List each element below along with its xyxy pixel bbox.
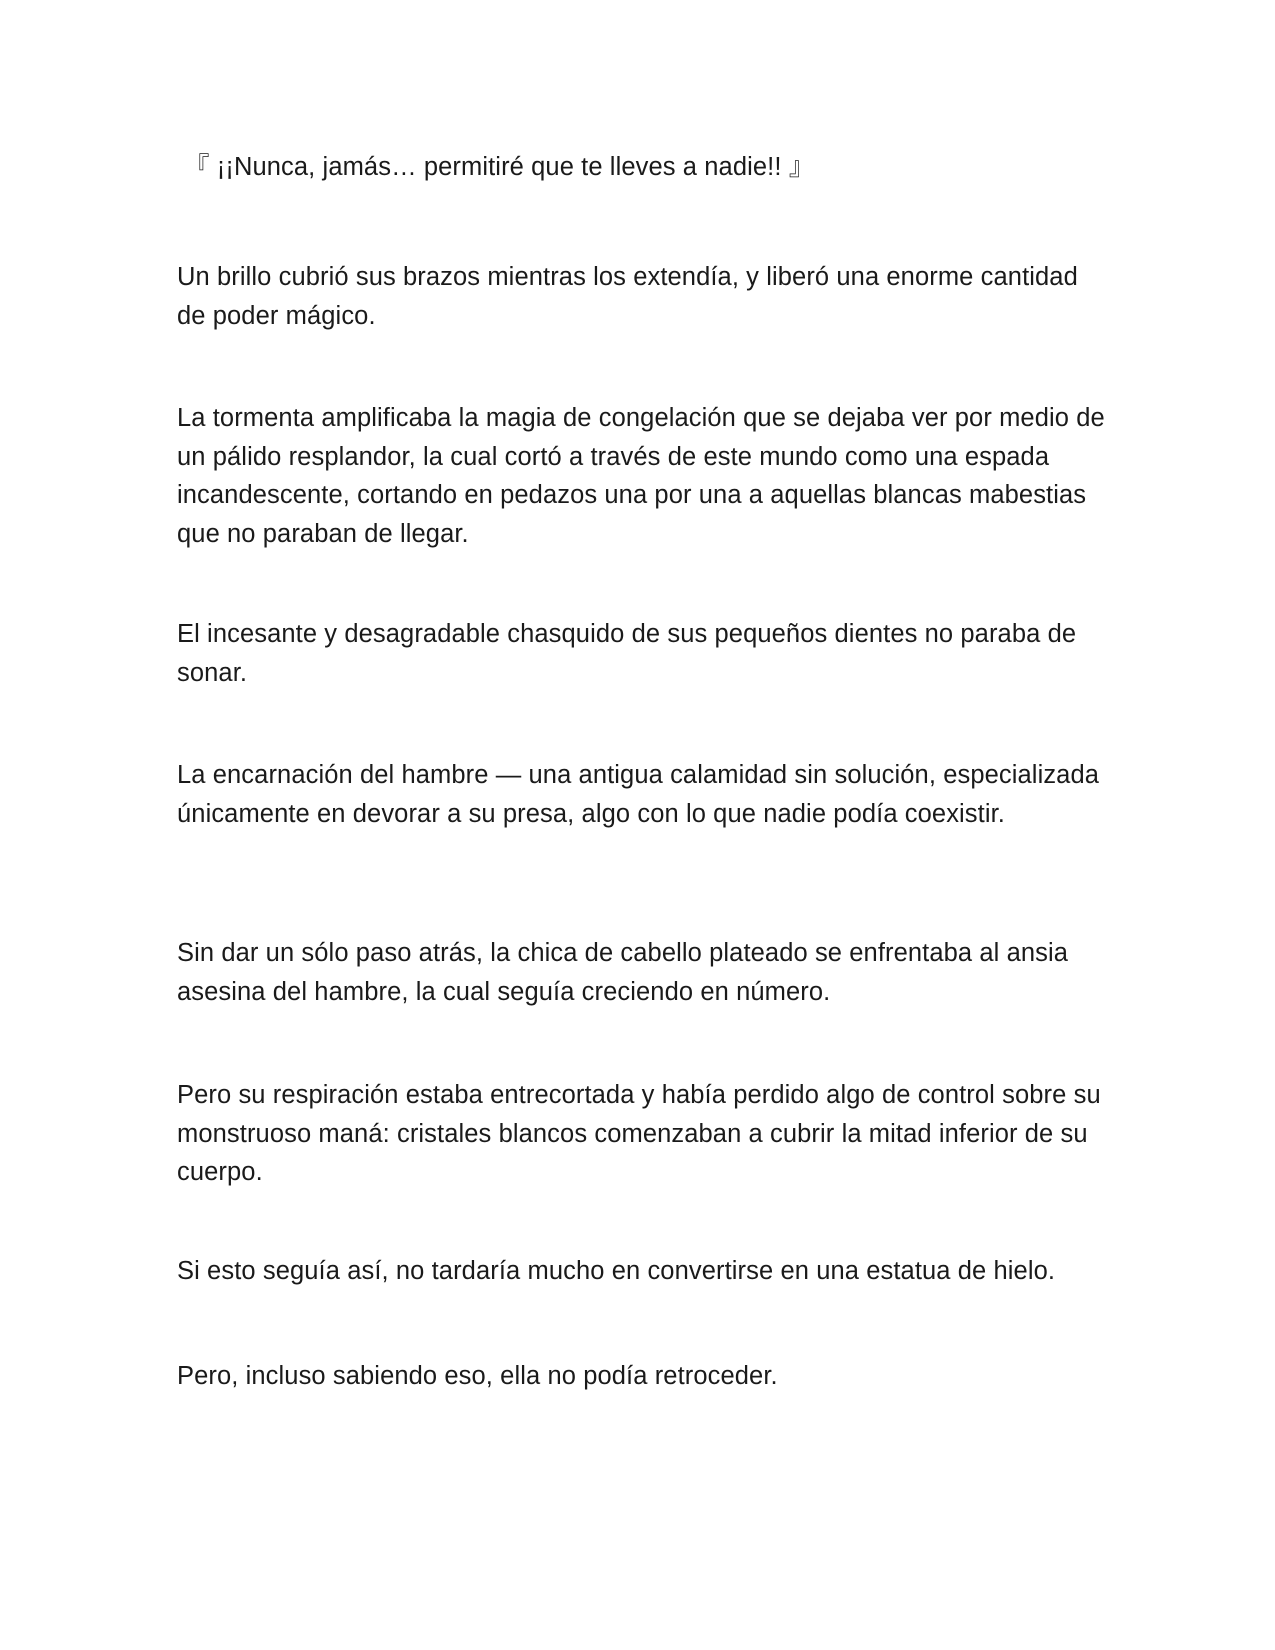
paragraph-8: Pero, incluso sabiendo eso, ella no podía retroceder. (177, 1362, 778, 1390)
paragraph-5: Sin dar un sólo paso atrás, la chica de cabello plateado se enfrentaba al ansia asesina del hambre, la cual seguía creciendo en número. (177, 939, 1069, 1006)
paragraph-1: Un brillo cubrió sus brazos mientras los extendía, y liberó una enorme cantidad de poder mágico. (177, 263, 1078, 330)
paragraph-3: El incesante y desagradable chasquido de sus pequeños dientes no paraba de sonar. (177, 620, 1077, 687)
dialogue-line: 『 ¡¡Nunca, jamás… permitiré que te lleves a nadie!! 』 (184, 153, 815, 181)
paragraph-2: La tormenta amplificaba la magia de congelación que se dejaba ver por medio de un pálido resplandor, la cual cortó a través de este mundo como una espada incandescente, cortando en pedazos una por una a aquellas blancas mabestias que no paraban de llegar. (177, 404, 1105, 548)
paragraph-4: La encarnación del hambre — una antigua calamidad sin solución, especializada únicamente en devorar a su presa, algo con lo que nadie podía coexistir. (177, 761, 1100, 828)
paragraph-6: Pero su respiración estaba entrecortada y había perdido algo de control sobre su monstruoso maná: cristales blancos comenzaban a cubrir la mitad inferior de su cuerpo. (177, 1081, 1101, 1186)
paragraph-7: Si esto seguía así, no tardaría mucho en convertirse en una estatua de hielo. (177, 1257, 1056, 1285)
